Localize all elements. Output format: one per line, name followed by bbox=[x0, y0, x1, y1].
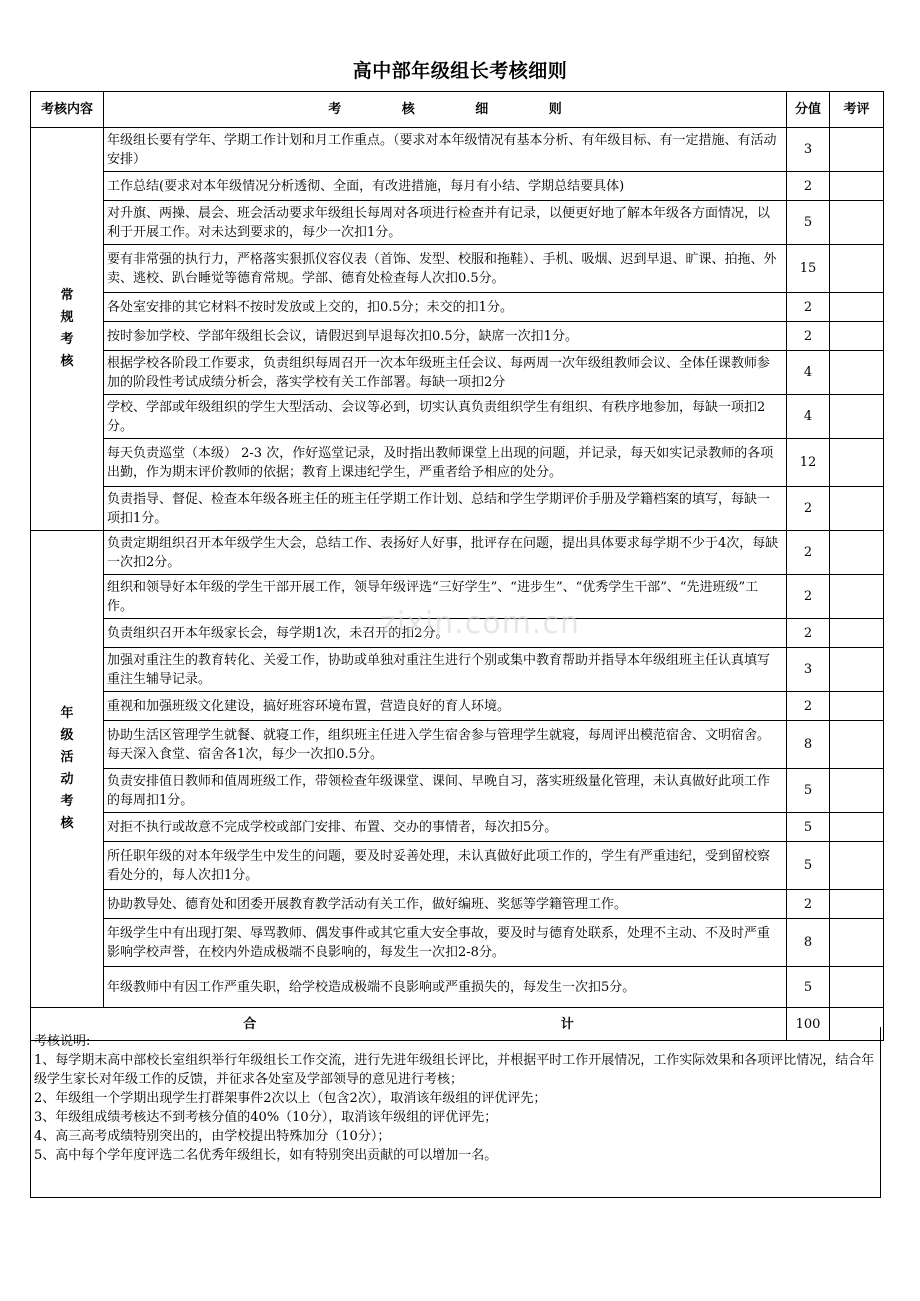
table-row bbox=[31, 531, 884, 575]
rule-text: 加强对重注生的教育转化、关爱工作，协助或单独对重注生进行个别或集中教育帮助并指导本年级组班主任认真填写重注生辅导记录。 bbox=[104, 648, 787, 692]
evaluation-cell bbox=[830, 293, 884, 322]
rule-text: 学校、学部或年级组织的学生大型活动、会议等必到，切实认真负责组织学生有组织、有秩序地参加，每缺一项扣2分。 bbox=[104, 395, 787, 439]
rule-text: 协助教导处、德育处和团委开展教育教学活动有关工作，做好编班、奖惩等学籍管理工作。 bbox=[104, 890, 787, 919]
table-row bbox=[31, 619, 884, 648]
evaluation-cell bbox=[830, 439, 884, 487]
note-line: 5、高中每个学年度评选二名优秀年级组长，如有特别突出贡献的可以增加一名。 bbox=[34, 1148, 498, 1163]
table-body bbox=[31, 128, 884, 1008]
rule-text: 按时参加学校、学部年级组长会议，请假迟到早退每次扣0.5分，缺席一次扣1分。 bbox=[104, 322, 787, 351]
rule-score: 4 bbox=[787, 351, 830, 395]
rule-score: 3 bbox=[787, 648, 830, 692]
evaluation-cell bbox=[830, 575, 884, 619]
rule-score: 15 bbox=[787, 245, 830, 293]
rule-score: 5 bbox=[787, 201, 830, 245]
header-details: 考 核 细 则 bbox=[104, 92, 787, 128]
rule-text: 每天负责巡堂（本级） 2-3 次，作好巡堂记录，及时指出教师课堂上出现的问题，并记录，每天如实记录教师的各项出勤，作为期末评价教师的依据；教育上课违纪学生，严重者给予相应的处分。 bbox=[104, 439, 787, 487]
table-row bbox=[31, 919, 884, 967]
total-score: 100 bbox=[787, 1008, 830, 1041]
document-title: 高中部年级组长考核细则 bbox=[352, 60, 568, 82]
rule-score: 2 bbox=[787, 172, 830, 201]
table-row bbox=[31, 293, 884, 322]
rule-text: 对升旗、两操、晨会、班会活动要求年级组长每周对各项进行检查并有记录，以便更好地了解本年级各方面情况，以利于开展工作。对未达到要求的，每少一次扣1分。 bbox=[104, 201, 787, 245]
table-row bbox=[31, 128, 884, 172]
evaluation-cell bbox=[830, 172, 884, 201]
table-row bbox=[31, 322, 884, 351]
rule-text: 负责安排值日教师和值周班级工作，带领检查年级课堂、课间、早晚自习，落实班级量化管理，未认真做好此项工作的每周扣1分。 bbox=[104, 769, 787, 813]
assessment-table bbox=[30, 91, 884, 1041]
evaluation-cell bbox=[830, 842, 884, 890]
rule-text: 所任职年级的对本年级学生中发生的问题，要及时妥善处理，未认真做好此项工作的，学生有严重违纪，受到留校察看处分的，每人次扣1分。 bbox=[104, 842, 787, 890]
rule-score: 5 bbox=[787, 769, 830, 813]
note-line: 2、年级组一个学期出现学生打群架事件2次以上（包含2次），取消该年级组的评优评先； bbox=[34, 1091, 547, 1106]
table-row bbox=[31, 890, 884, 919]
rule-text: 协助生活区管理学生就餐、就寝工作，组织班主任进入学生宿舍参与管理学生就寝，每周评出模范宿舍、文明宿舍。每天深入食堂、宿舍各1次，每少一次扣0.5分。 bbox=[104, 721, 787, 769]
evaluation-cell bbox=[830, 692, 884, 721]
table-row bbox=[31, 967, 884, 1008]
table-row bbox=[31, 351, 884, 395]
rule-text: 要有非常强的执行力，严格落实狠抓仪容仪表（首饰、发型、校服和拖鞋）、手机、吸烟、迟到早退、旷课、拍拖、外卖、逃校、趴台睡觉等德育常规。学部、德育处检查每人次扣0.5分。 bbox=[104, 245, 787, 293]
rule-text: 根据学校各阶段工作要求，负责组织每周召开一次本年级班主任会议、每两周一次年级组教师会议、全体任课教师参加的阶段性考试成绩分析会，落实学校有关工作部署。每缺一项扣2分 bbox=[104, 351, 787, 395]
evaluation-cell bbox=[830, 487, 884, 531]
rule-score: 8 bbox=[787, 721, 830, 769]
header-score: 分值 bbox=[787, 92, 830, 128]
table-row bbox=[31, 245, 884, 293]
total-label: 合 计 bbox=[31, 1008, 787, 1041]
assessment-notes bbox=[30, 1027, 881, 1198]
rule-score: 8 bbox=[787, 919, 830, 967]
table-row bbox=[31, 439, 884, 487]
table-row bbox=[31, 769, 884, 813]
evaluation-cell bbox=[830, 769, 884, 813]
header-evaluation: 考评 bbox=[830, 92, 884, 128]
note-line: 3、年级组成绩考核达不到考核分值的40%（10分），取消该年级组的评优评先； bbox=[34, 1110, 498, 1125]
evaluation-cell bbox=[830, 967, 884, 1008]
table-row bbox=[31, 201, 884, 245]
evaluation-cell bbox=[830, 245, 884, 293]
rule-text: 工作总结(要求对本年级情况分析透彻、全面，有改进措施，每月有小结、学期总结要具体) bbox=[104, 172, 787, 201]
rule-score: 4 bbox=[787, 395, 830, 439]
rule-text: 重视和加强班级文化建设，搞好班容环境布置，营造良好的育人环境。 bbox=[104, 692, 787, 721]
rule-text: 负责指导、督促、检查本年级各班主任的班主任学期工作计划、总结和学生学期评价手册及学籍档案的填写，每缺一项扣1分。 bbox=[104, 487, 787, 531]
evaluation-cell bbox=[830, 890, 884, 919]
evaluation-cell bbox=[830, 619, 884, 648]
watermark: zixin.com.cn bbox=[380, 606, 580, 641]
note-line: 1、每学期末高中部校长室组织举行年级组长工作交流，进行先进年级组长评比，并根据平时工作开展情况，工作实际效果和各项评比情况，结合年级学生家长对年级工作的反馈，并征求各处室及学部领导的意见进行考核； bbox=[34, 1053, 875, 1087]
rule-text: 年级教师中有因工作严重失职，给学校造成极端不良影响或严重损失的，每发生一次扣5分。 bbox=[104, 967, 787, 1008]
section-category: 年级活动考核 bbox=[31, 531, 104, 1008]
table-row bbox=[31, 813, 884, 842]
rule-text: 年级组长要有学年、学期工作计划和月工作重点。（要求对本年级情况有基本分析、有年级目标、有一定措施、有活动安排） bbox=[104, 128, 787, 172]
table-row bbox=[31, 172, 884, 201]
evaluation-cell bbox=[830, 201, 884, 245]
table-row bbox=[31, 721, 884, 769]
rule-text: 组织和领导好本年级的学生干部开展工作，领导年级评选“三好学生”、“进步生”、“优秀学生干部”、“先进班级”工作。 bbox=[104, 575, 787, 619]
rule-score: 5 bbox=[787, 842, 830, 890]
evaluation-cell bbox=[830, 813, 884, 842]
rule-text: 负责组织召开本年级家长会，每学期1次，未召开的扣2分。 bbox=[104, 619, 787, 648]
table-row bbox=[31, 487, 884, 531]
rule-score: 2 bbox=[787, 487, 830, 531]
evaluation-cell bbox=[830, 721, 884, 769]
rule-score: 5 bbox=[787, 813, 830, 842]
rule-score: 2 bbox=[787, 322, 830, 351]
evaluation-cell bbox=[830, 351, 884, 395]
evaluation-cell bbox=[830, 531, 884, 575]
rule-score: 12 bbox=[787, 439, 830, 487]
rule-score: 3 bbox=[787, 128, 830, 172]
table-row bbox=[31, 842, 884, 890]
rule-score: 5 bbox=[787, 967, 830, 1008]
rule-text: 对拒不执行或故意不完成学校或部门安排、布置、交办的事情者，每次扣5分。 bbox=[104, 813, 787, 842]
evaluation-cell bbox=[830, 648, 884, 692]
table-row bbox=[31, 692, 884, 721]
table-row bbox=[31, 395, 884, 439]
rule-text: 负责定期组织召开本年级学生大会，总结工作、表扬好人好事，批评存在问题，提出具体要求每学期不少于4次，每缺一次扣2分。 bbox=[104, 531, 787, 575]
evaluation-cell bbox=[830, 128, 884, 172]
table-row bbox=[31, 575, 884, 619]
rule-score: 2 bbox=[787, 890, 830, 919]
evaluation-cell bbox=[830, 322, 884, 351]
section-category: 常规考核 bbox=[31, 128, 104, 531]
table-row bbox=[31, 648, 884, 692]
evaluation-cell bbox=[830, 919, 884, 967]
rule-score: 2 bbox=[787, 619, 830, 648]
rule-score: 2 bbox=[787, 293, 830, 322]
rule-text: 年级学生中有出现打架、辱骂教师、偶发事件或其它重大安全事故，要及时与德育处联系，处理不主动、不及时严重影响学校声誉，在校内外造成极端不良影响的，每发生一次扣2-8分。 bbox=[104, 919, 787, 967]
rule-text: 各处室安排的其它材料不按时发放或上交的，扣0.5分；未交的扣1分。 bbox=[104, 293, 787, 322]
header-category: 考核内容 bbox=[31, 92, 104, 128]
evaluation-cell bbox=[830, 395, 884, 439]
note-line: 4、高三高考成绩特别突出的，由学校提出特殊加分（10分）； bbox=[34, 1129, 391, 1144]
rule-score: 2 bbox=[787, 575, 830, 619]
header-row bbox=[31, 92, 884, 128]
note-line: 考核说明: bbox=[34, 1034, 91, 1049]
rule-score: 2 bbox=[787, 531, 830, 575]
rule-score: 2 bbox=[787, 692, 830, 721]
